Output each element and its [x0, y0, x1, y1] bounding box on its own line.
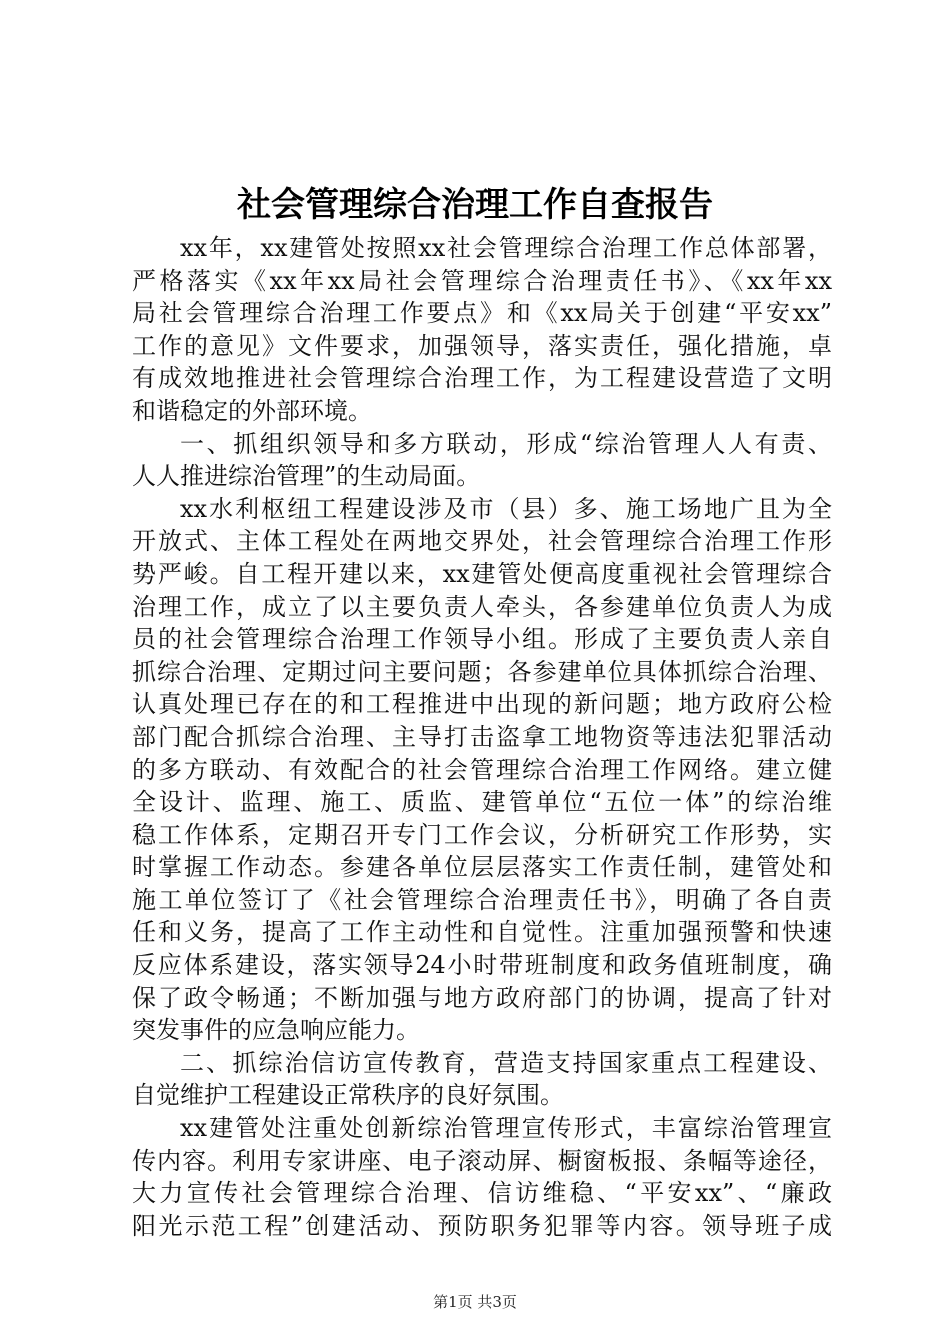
paragraph	[132, 428, 832, 493]
document-title: 社会管理综合治理工作自查报告	[237, 185, 713, 225]
paragraph-line: xx年，xx建管处按照xx社会管理综合治理工作总体部署，	[180, 234, 832, 262]
paragraph-line: 工作的意见》文件要求，加强领导，落实责任，强化措施，卓	[132, 331, 832, 360]
document-body	[132, 232, 832, 1242]
paragraph-line: 突发事件的应急响应能力。	[132, 1016, 420, 1045]
paragraph-line: 任和义务，提高了工作主动性和自觉性。注重加强预警和快速	[132, 918, 832, 947]
paragraph-line: 员的社会管理综合治理工作领导小组。形成了主要负责人亲自	[132, 625, 832, 654]
paragraph-line: 人人推进综治管理”的生动局面。	[132, 462, 481, 491]
paragraph-line: 大力宣传社会管理综合治理、信访维稳、“平安xx”、“廉政	[132, 1179, 832, 1208]
paragraph-line: 施工单位签订了《社会管理综合治理责任书》，明确了各自责	[132, 885, 832, 914]
paragraph-line: 抓综合治理、定期过问主要问题；各参建单位具体抓综合治理、	[132, 657, 832, 686]
paragraph-line: 传内容。利用专家讲座、电子滚动屏、橱窗板报、条幅等途径，	[132, 1146, 832, 1175]
paragraph-line: xx建管处注重处创新综治管理宣传形式，丰富综治管理宣	[180, 1114, 832, 1143]
paragraph	[132, 493, 832, 1047]
paragraph-line: 治理工作，成立了以主要负责人牵头，各参建单位负责人为成	[132, 592, 832, 621]
paragraph-line: 稳工作体系，定期召开专门工作会议，分析研究工作形势，实	[132, 820, 832, 849]
paragraph-line: 有成效地推进社会管理综合治理工作，为工程建设营造了文明	[132, 364, 832, 393]
paragraph	[132, 1047, 832, 1112]
paragraph-line: 局社会管理综合治理工作要点》和《xx局关于创建“平安xx”	[132, 299, 832, 328]
paragraph-line: 保了政令畅通；不断加强与地方政府部门的协调，提高了针对	[132, 983, 832, 1012]
paragraph	[132, 232, 832, 428]
paragraph-line: 和谐稳定的外部环境。	[132, 396, 372, 425]
paragraph-line: 自觉维护工程建设正常秩序的良好氛围。	[132, 1081, 564, 1110]
paragraph-line: xx水利枢纽工程建设涉及市（县）多、施工场地广且为全	[180, 494, 832, 523]
paragraph-line: 的多方联动、有效配合的社会管理综合治理工作网络。建立健	[132, 755, 832, 784]
paragraph-line: 全设计、监理、施工、质监、建管单位“五位一体”的综治维	[132, 788, 832, 817]
paragraph-line: 严格落实《xx年xx局社会管理综合治理责任书》、《xx年xx	[132, 266, 832, 295]
paragraph-line: 时掌握工作动态。参建各单位层层落实工作责任制，建管处和	[132, 853, 832, 882]
paragraph-line: 部门配合抓综合治理、主导打击盗拿工地物资等违法犯罪活动	[132, 722, 832, 751]
page-footer: 第1页 共3页	[433, 1293, 517, 1311]
paragraph-line: 反应体系建设，落实领导24小时带班制度和政务值班制度，确	[132, 951, 832, 980]
paragraph-line: 二、抓综治信访宣传教育，营造支持国家重点工程建设、	[180, 1048, 832, 1077]
paragraph	[132, 1112, 832, 1242]
paragraph-line: 认真处理已存在的和工程推进中出现的新问题；地方政府公检	[132, 690, 832, 719]
paragraph-line: 势严峻。自工程开建以来，xx建管处便高度重视社会管理综合	[132, 559, 832, 588]
paragraph-line: 阳光示范工程”创建活动、预防职务犯罪等内容。领导班子成	[132, 1211, 832, 1240]
paragraph-line: 开放式、主体工程处在两地交界处，社会管理综合治理工作形	[132, 527, 832, 556]
paragraph-line: 一、抓组织领导和多方联动，形成“综治管理人人有责、	[180, 429, 832, 458]
